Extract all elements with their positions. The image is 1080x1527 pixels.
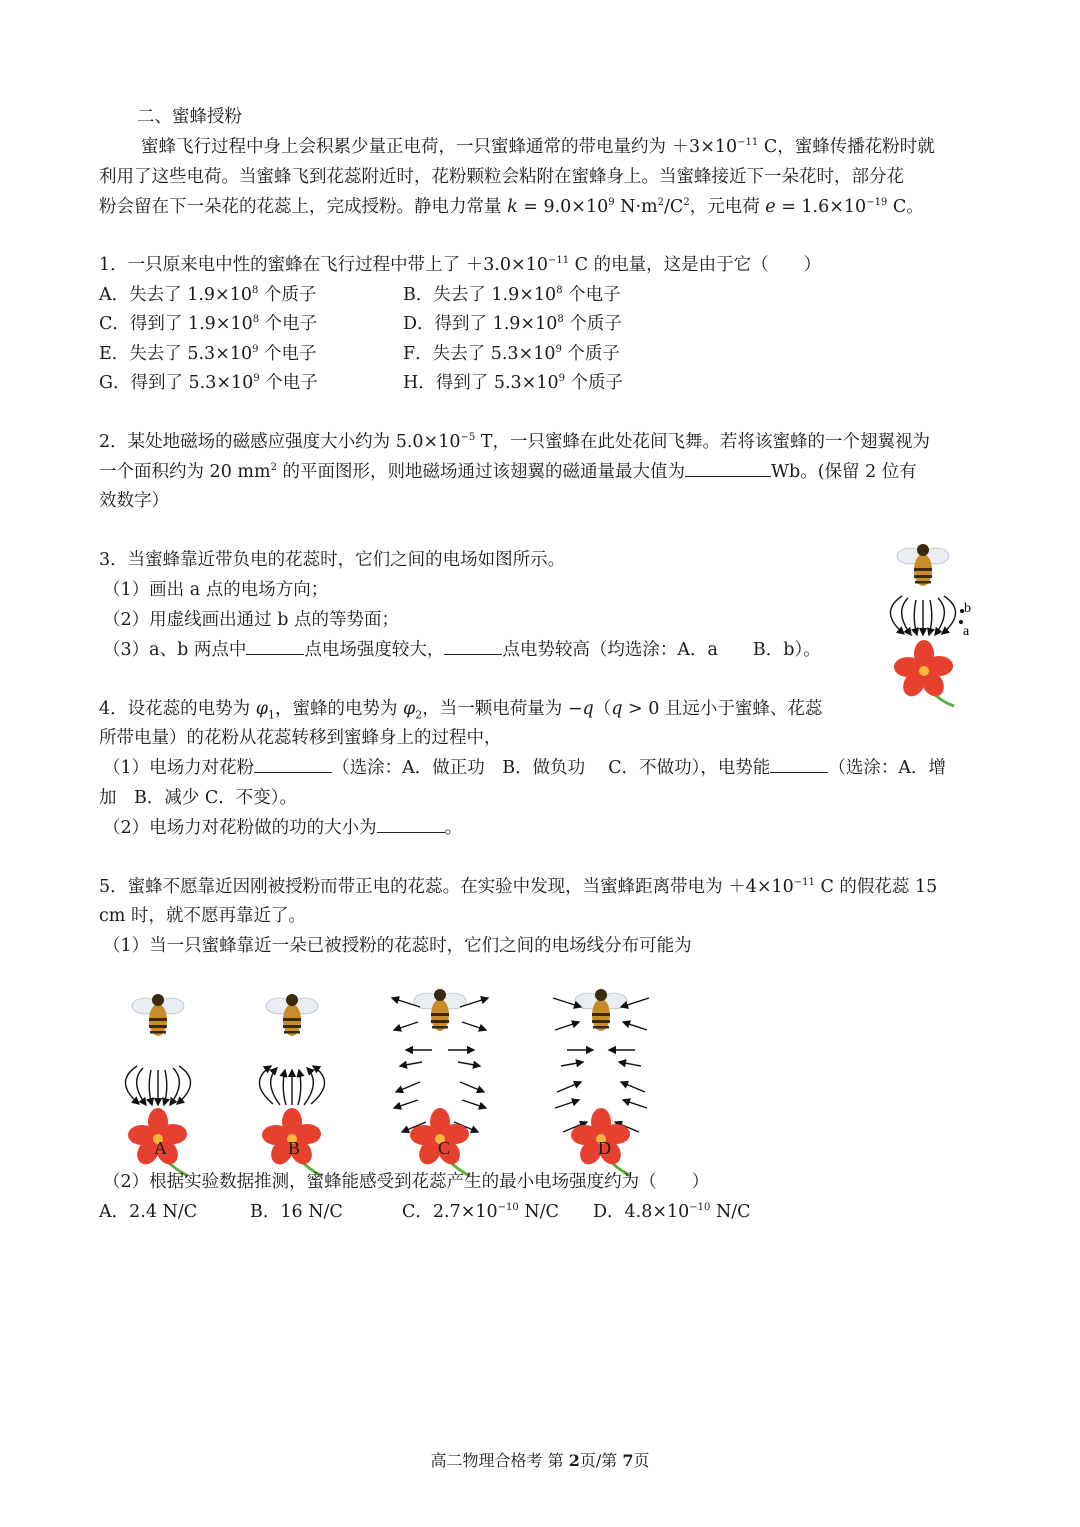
- bee-icon: [132, 994, 184, 1036]
- q3-part-2: （2）用虚线画出通过 b 点的等势面；: [103, 610, 399, 630]
- bee-icon: [575, 989, 627, 1031]
- q1-option-b[interactable]: B．失去了 $1.9\times 10^8$ 个电子: [403, 285, 621, 305]
- q1-option-f[interactable]: F．失去了 $5.3\times 10^9$ 个质子: [403, 344, 620, 364]
- q5-option-c[interactable]: C．$2.7\times 10^{-10}$ N/C: [402, 1202, 559, 1222]
- flower-icon: [894, 640, 954, 706]
- bee-icon: [414, 989, 466, 1031]
- q5-line-2: cm 时，就不愿再靠近了。: [99, 906, 306, 926]
- q5-figure-label-c: C: [438, 1138, 451, 1158]
- q5-part-2: （2）根据实验数据推测，蜜蜂能感受到花蕊产生的最小电场强度约为（ ）: [103, 1172, 710, 1192]
- q2-line-1: 2．某处地磁场的磁感应强度大小约为 $5.0\times 10^{-5}$ T，一只蜜蜂在此处花间飞舞。若将该蜜蜂的一个翅翼视为: [99, 432, 930, 452]
- q1-option-c[interactable]: C．得到了 $1.9\times 10^8$ 个电子: [99, 314, 318, 334]
- q3-label-a: a: [963, 624, 970, 639]
- q5-figure-label-d: D: [598, 1138, 611, 1158]
- q3-label-b: b: [964, 601, 971, 616]
- q1-option-e[interactable]: E．失去了 $5.3\times 10^9$ 个电子: [99, 344, 317, 364]
- q1-option-a[interactable]: A．失去了 $1.9\times 10^8$ 个质子: [99, 285, 317, 305]
- intro-line-2: 利用了这些电荷。当蜜蜂飞到花蕊附近时，花粉颗粒会粘附在蜜蜂身上。当蜜蜂接近下一朵花时，部分花: [99, 167, 904, 187]
- q3-blank-potential[interactable]: [444, 636, 502, 655]
- q2-line-2: 一个面积约为 20 $mm^2$ 的平面图形，则地磁场通过该翅翼的磁通量最大值为 Wb。(保留 2 位有: [99, 457, 917, 487]
- q5-option-d[interactable]: D．$4.8\times 10^{-10}$ N/C: [593, 1202, 751, 1222]
- q5-figure-label-b: B: [288, 1138, 301, 1158]
- q3-stem: 3．当蜜蜂靠近带负电的花蕊时，它们之间的电场如图所示。: [99, 550, 566, 570]
- q4-part-1: （1）电场力对花粉 （选涂：A．做正功 B．做负功 C．不做功），电势能 （选涂：A．增: [103, 753, 946, 783]
- q5-figure-label-a: A: [154, 1138, 167, 1158]
- intro-line-1: 蜜蜂飞行过程中身上会积累少量正电荷，一只蜜蜂通常的带电量约为 $+3\times 10^{-11}$ C，蜜蜂传播花粉时就: [141, 137, 935, 157]
- field-lines: [890, 596, 955, 635]
- q3-blank-field[interactable]: [246, 636, 304, 655]
- q1-option-g[interactable]: G．得到了 $5.3\times 10^9$ 个电子: [99, 373, 318, 393]
- bee-icon: [897, 544, 949, 586]
- q3-part-3: （3）a、b 两点中 点电场强度较大， 点电势较高（均选涂：A．a B．b）。: [103, 635, 821, 665]
- q4-part-1-cont: 加 B．减少 C．不变）。: [99, 788, 298, 808]
- bee-icon: [266, 994, 318, 1036]
- q5-option-a[interactable]: A．2.4 N/C: [99, 1202, 198, 1222]
- q4-line-2: 所带电量）的花粉从花蕊转移到蜜蜂身上的过程中，: [99, 728, 502, 748]
- q1-option-h[interactable]: H．得到了 $5.3\times 10^9$ 个质子: [403, 373, 624, 393]
- q5-option-b[interactable]: B．16 N/C: [250, 1202, 343, 1222]
- q4-blank-magnitude[interactable]: [377, 814, 445, 833]
- q2-answer-blank[interactable]: [685, 458, 771, 477]
- q3-field-figure: [876, 538, 986, 708]
- q4-blank-energy[interactable]: [770, 754, 828, 773]
- page-footer: 高二物理合格考 第 2页/第 7页: [430, 1451, 650, 1470]
- q4-part-2: （2）电场力对花粉做的功的大小为 。: [103, 813, 462, 843]
- q1-stem: 1．一只原来电中性的蜜蜂在飞行过程中带上了 $+3.0\times 10^{-11}$ C 的电量，这是由于它（ ）: [99, 255, 822, 275]
- field-lines: [125, 1066, 190, 1105]
- q5-line-1: 5．蜜蜂不愿靠近因刚被授粉而带正电的花蕊。在实验中发现，当蜜蜂距离带电为 $+4\times 10^{-11}$ C 的假花蕊 15: [99, 877, 938, 897]
- q1-option-d[interactable]: D．得到了 $1.9\times 10^8$ 个质子: [403, 314, 622, 334]
- q4-line-1: 4．设花蕊的电势为 $\varphi_1$，蜜蜂的电势为 $\varphi_2$，当一颗电荷量为 −q（q > 0 且远小于蜜蜂、花蕊: [99, 699, 823, 722]
- q2-line-3: 效数字）: [99, 491, 169, 511]
- section-title: 二、蜜蜂授粉: [137, 107, 242, 127]
- q3-part-1: （1）画出 a 点的电场方向；: [103, 580, 329, 600]
- q5-part-1: （1）当一只蜜蜂靠近一朵已被授粉的花蕊时，它们之间的电场线分布可能为: [103, 936, 692, 956]
- field-lines: [259, 1066, 324, 1105]
- intro-line-3: 粉会留在下一朵花的花蕊上，完成授粉。静电力常量 $k = 9.0\times 10^9$ $N\cdot m^2/C^2$，元电荷 $e = 1.6\times 10^{-19}$ C。: [99, 197, 924, 217]
- q4-blank-work[interactable]: [254, 754, 332, 773]
